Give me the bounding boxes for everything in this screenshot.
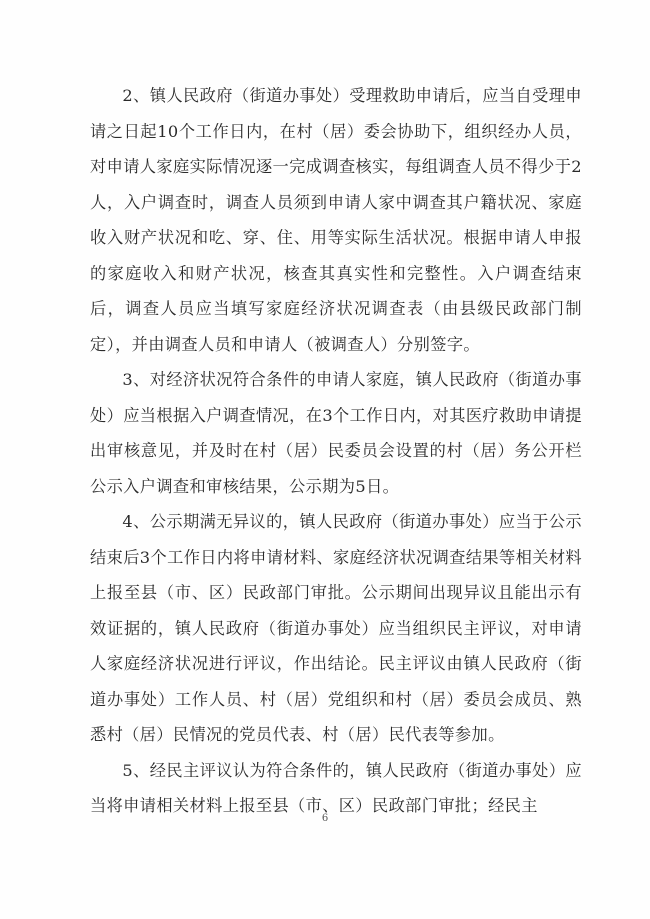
document-body bbox=[90, 78, 582, 824]
page-number: 6 bbox=[321, 813, 329, 824]
paragraph-5: 5、经民主评议认为符合条件的，镇人民政府（街道办事处）应当将申请相关材料上报至县（市、区）民政部门审批；经民主 bbox=[90, 760, 582, 815]
paragraph-3: 3、对经济状况符合条件的申请人家庭，镇人民政府（街道办事处）应当根据入户调查情况，在3个工作日内，对其医疗救助申请提出审核意见，并及时在村（居）民委员会设置的村（居）务公开栏公示入户调查和审核结果，公示期为5日。 bbox=[90, 370, 582, 496]
paragraph-4: 4、公示期满无异议的，镇人民政府（街道办事处）应当于公示结束后3个工作日内将申请材料、家庭经济状况调查结果等相关材料上报至县（市、区）民政部门审批。公示期间出现异议且能出示有效证据的，镇人民政府（街道办事处）应当组织民主评议，对申请人家庭经济状况进行评议，作出结论。民主评议由镇人民政府（街道办事处）工作人员、村（居）党组织和村（居）委员会成员、熟悉村（居）民情况的党员代表、村（居）民代表等参加。 bbox=[90, 512, 582, 744]
paragraph-2: 2、镇人民政府（街道办事处）受理救助申请后，应当自受理申请之日起10个工作日内，在村（居）委会协助下，组织经办人员，对申请人家庭实际情况逐一完成调查核实，每组调查人员不得少于2人，入户调查时，调查人员须到申请人家中调查其户籍状况、家庭收入财产状况和吃、穿、住、用等实际生活状况。根据申请人申报的家庭收入和财产状况，核查其真实性和完整性。入户调查结束后，调查人员应当填写家庭经济状况调查表（由县级民政部门制定），并由调查人员和申请人（被调查人）分别签字。 bbox=[90, 86, 582, 354]
